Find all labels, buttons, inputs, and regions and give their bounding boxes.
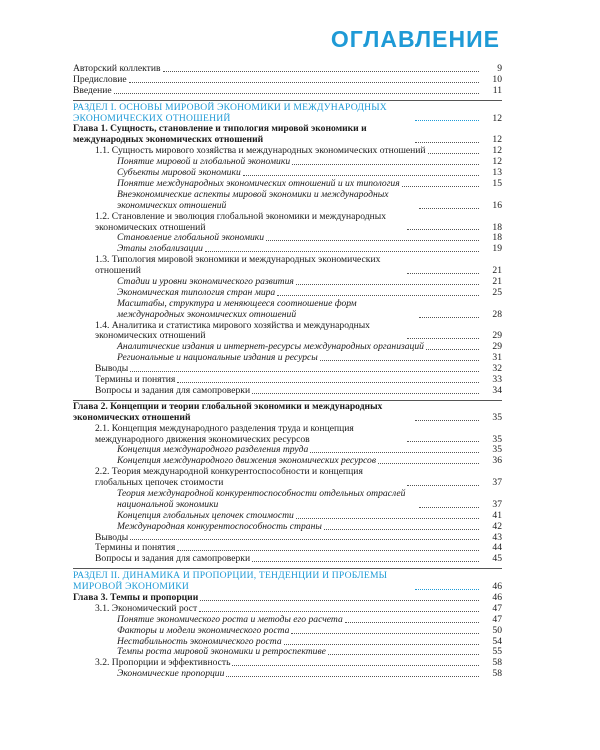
dot-leader — [292, 164, 479, 165]
toc-page-number: 25 — [492, 286, 502, 298]
toc-entry[interactable] — [117, 299, 502, 321]
toc-entry[interactable] — [95, 212, 502, 234]
toc-entry-title: Авторский коллектив — [73, 62, 161, 74]
dot-leader — [177, 382, 479, 383]
toc-entry-title: Темпы роста мировой экономики и ретроспективе — [117, 646, 326, 658]
toc-entry[interactable] — [95, 321, 502, 343]
toc-page-number: 54 — [492, 635, 502, 647]
toc-entry[interactable] — [95, 255, 502, 277]
table-of-contents — [0, 64, 600, 680]
toc-entry-title: РАЗДЕЛ I. ОСНОВЫ МИРОВОЙ ЭКОНОМИКИ И МЕЖДУНАРОДНЫХ ЭКОНОМИЧЕСКИХ ОТНОШЕНИЙ — [73, 101, 387, 124]
toc-entry-title: Масштабы, структура и меняющееся соотношение форм международных экономических отношений — [117, 297, 357, 320]
toc-page-number: 42 — [492, 520, 502, 532]
toc-entry-title: Аналитические издания и интернет-ресурсы международных организаций — [117, 341, 424, 353]
toc-page-number: 12 — [492, 145, 502, 157]
dot-leader — [284, 644, 479, 645]
toc-entry-title: Международная конкурентоспособность страны — [117, 520, 322, 532]
toc-page-number: 47 — [492, 613, 502, 625]
dot-leader — [252, 561, 479, 562]
toc-entry-title: Понятие экономического роста и методы его расчета — [117, 613, 343, 625]
toc-entry-title: 2.2. Теория международной конкурентоспособности и концепция глобальных цепочек стоимости — [95, 466, 363, 489]
toc-entry-title: Концепция глобальных цепочек стоимости — [117, 509, 294, 521]
toc-entry-title: 1.3. Типология мировой экономики и международных экономических отношений — [95, 254, 381, 277]
toc-entry-title: Теория международной конкурентоспособности отдельных отраслей национальной экономики — [117, 487, 406, 510]
toc-page-number: 41 — [492, 509, 502, 521]
toc-entry-title: Глава 3. Темпы и пропорции — [73, 592, 199, 604]
dot-leader — [407, 229, 479, 230]
toc-entry-title: Выводы — [95, 531, 129, 543]
dot-leader — [163, 71, 479, 72]
toc-entry[interactable] — [95, 386, 502, 397]
toc-entry[interactable] — [73, 124, 502, 146]
toc-entry-title: Концепция международного разделения труда — [117, 444, 309, 456]
dot-leader — [320, 360, 479, 361]
toc-entry[interactable] — [73, 402, 502, 424]
toc-entry-title: Стадии и уровни экономического развития — [117, 275, 294, 287]
dot-leader — [426, 349, 479, 350]
toc-page-number: 32 — [492, 363, 502, 375]
toc-entry-title: 2.1. Концепция международного разделения труда и концепция международного движения экономических ресурсов — [95, 422, 354, 445]
toc-page-number: 37 — [492, 477, 502, 489]
dot-leader — [407, 338, 479, 339]
dot-leader — [291, 633, 479, 634]
toc-page-number: 21 — [492, 265, 502, 277]
dot-leader — [200, 600, 479, 601]
toc-entry[interactable] — [117, 353, 502, 364]
toc-page-number: 45 — [492, 553, 502, 565]
toc-entry[interactable] — [117, 522, 502, 533]
toc-page-number: 37 — [492, 498, 502, 510]
toc-entry-title: Региональные и национальные издания и ресурсы — [117, 352, 318, 364]
toc-entry-title: Вопросы и задания для самопроверки — [95, 553, 251, 565]
toc-entry-title: 3.2. Пропорции и эффективность — [95, 657, 231, 669]
dot-leader — [419, 317, 479, 318]
toc-entry-title: Субъекты мировой экономики — [117, 167, 241, 179]
toc-entry-title: Нестабильность экономического роста — [117, 635, 282, 647]
toc-entry-title: Становление глобальной экономики — [117, 232, 265, 244]
toc-page-number: 29 — [492, 330, 502, 342]
toc-entry-title: Выводы — [95, 363, 129, 375]
toc-page-number: 13 — [492, 167, 502, 179]
toc-entry-title: Предисловие — [73, 73, 127, 85]
toc-entry-title: Термины и понятия — [95, 374, 176, 386]
toc-entry[interactable] — [73, 103, 502, 125]
toc-entry-title: Введение — [73, 84, 112, 96]
toc-entry-title: 1.4. Аналитика и статистика мирового хозяйства и международных экономических отношений — [95, 319, 370, 342]
toc-page-number: 46 — [492, 581, 502, 593]
toc-page-number: 18 — [492, 221, 502, 233]
toc-entry-title: Факторы и модели экономического роста — [117, 624, 290, 636]
toc-page-number: 10 — [492, 73, 502, 85]
toc-entry-title: Экономические пропорции — [117, 668, 225, 680]
toc-page-number: 50 — [492, 624, 502, 636]
toc-page-number: 29 — [492, 341, 502, 353]
toc-entry[interactable] — [73, 75, 502, 86]
toc-page-number: 16 — [492, 199, 502, 211]
dot-leader — [232, 665, 479, 666]
toc-entry-title: 3.1. Экономический рост — [95, 602, 198, 614]
toc-page-number: 28 — [492, 308, 502, 320]
toc-page-number: 21 — [492, 275, 502, 287]
section-divider — [73, 568, 502, 569]
toc-entry-title: 1.1. Сущность мирового хозяйства и международных экономических отношений — [95, 145, 426, 157]
dot-leader — [345, 622, 479, 623]
dot-leader — [407, 485, 479, 486]
toc-page-number: 11 — [492, 84, 502, 96]
dot-leader — [129, 82, 479, 83]
toc-entry[interactable] — [73, 86, 502, 97]
dot-leader — [415, 420, 479, 421]
dot-leader — [415, 589, 479, 590]
dot-leader — [407, 441, 479, 442]
toc-page-number: 12 — [492, 134, 502, 146]
dot-leader — [407, 273, 479, 274]
toc-entry[interactable] — [95, 467, 502, 489]
dot-leader — [243, 175, 479, 176]
toc-entry-title: Внеэкономические аспекты мировой экономики и международных экономических отношений — [117, 188, 389, 211]
toc-page-number: 47 — [492, 602, 502, 614]
toc-page-number: 15 — [492, 177, 502, 189]
toc-page-number: 18 — [492, 232, 502, 244]
toc-entry-title: Глава 2. Концепции и теории глобальной экономики и международных экономических отношений — [73, 400, 383, 423]
toc-page-number: 35 — [492, 411, 502, 423]
dot-leader — [114, 93, 479, 94]
toc-page-number: 9 — [497, 62, 502, 74]
toc-entry-title: 1.2. Становление и эволюция глобальной экономики и международных экономических отношений — [95, 210, 387, 233]
dot-leader — [130, 539, 479, 540]
toc-page-number: 12 — [492, 156, 502, 168]
toc-entry[interactable] — [117, 626, 502, 637]
toc-page-number: 35 — [492, 433, 502, 445]
toc-page-number: 55 — [492, 646, 502, 658]
dot-leader — [252, 393, 479, 394]
toc-page-number: 31 — [492, 352, 502, 364]
dot-leader — [277, 295, 479, 296]
dot-leader — [419, 208, 479, 209]
toc-entry-title: Термины и понятия — [95, 542, 176, 554]
dot-leader — [419, 507, 479, 508]
toc-page-number: 12 — [492, 112, 502, 124]
toc-entry[interactable] — [73, 64, 502, 75]
toc-entry[interactable] — [95, 424, 502, 446]
toc-entry-title: Понятие международных экономических отношений и их типология — [117, 177, 400, 189]
dot-leader — [130, 371, 479, 372]
toc-entry-title: Вопросы и задания для самопроверки — [95, 384, 251, 396]
dot-leader — [402, 186, 479, 187]
toc-entry-title: Глава 1. Сущность, становление и типология мировой экономики и международных экономических отношений — [73, 123, 367, 146]
toc-page-number: 44 — [492, 542, 502, 554]
dot-leader — [415, 120, 479, 121]
toc-page-number: 34 — [492, 384, 502, 396]
toc-entry-title: РАЗДЕЛ II. ДИНАМИКА И ПРОПОРЦИИ, ТЕНДЕНЦИИ И ПРОБЛЕМЫ МИРОВОЙ ЭКОНОМИКИ — [73, 570, 388, 593]
toc-page-number: 43 — [492, 531, 502, 543]
dot-leader — [428, 153, 479, 154]
dot-leader — [328, 654, 479, 655]
toc-entry[interactable] — [73, 571, 502, 593]
dot-leader — [324, 529, 479, 530]
toc-page-number: 58 — [492, 657, 502, 669]
toc-entry-title: Этапы глобализации — [117, 243, 203, 255]
page-title: ОГЛАВЛЕНИЕ — [330, 26, 500, 52]
dot-leader — [378, 463, 479, 464]
toc-page-number: 58 — [492, 668, 502, 680]
dot-leader — [226, 676, 479, 677]
toc-page-number: 46 — [492, 592, 502, 604]
dot-leader — [205, 251, 479, 252]
toc-page-number: 35 — [492, 444, 502, 456]
dot-leader — [177, 550, 479, 551]
dot-leader — [266, 240, 479, 241]
toc-page-number: 36 — [492, 455, 502, 467]
dot-leader — [296, 518, 479, 519]
dot-leader — [415, 142, 479, 143]
section-divider — [73, 100, 502, 101]
toc-entry[interactable] — [95, 554, 502, 565]
toc-page-number: 33 — [492, 374, 502, 386]
dot-leader — [296, 284, 479, 285]
toc-entry-title: Концепция международного движения экономических ресурсов — [117, 455, 377, 467]
toc-page-number: 19 — [492, 243, 502, 255]
toc-entry[interactable] — [117, 489, 502, 511]
toc-entry-title: Экономическая типология стран мира — [117, 286, 276, 298]
toc-entry[interactable] — [117, 190, 502, 212]
dot-leader — [310, 452, 479, 453]
toc-entry[interactable] — [117, 669, 502, 680]
dot-leader — [199, 611, 479, 612]
toc-entry-title: Понятие мировой и глобальной экономики — [117, 156, 291, 168]
